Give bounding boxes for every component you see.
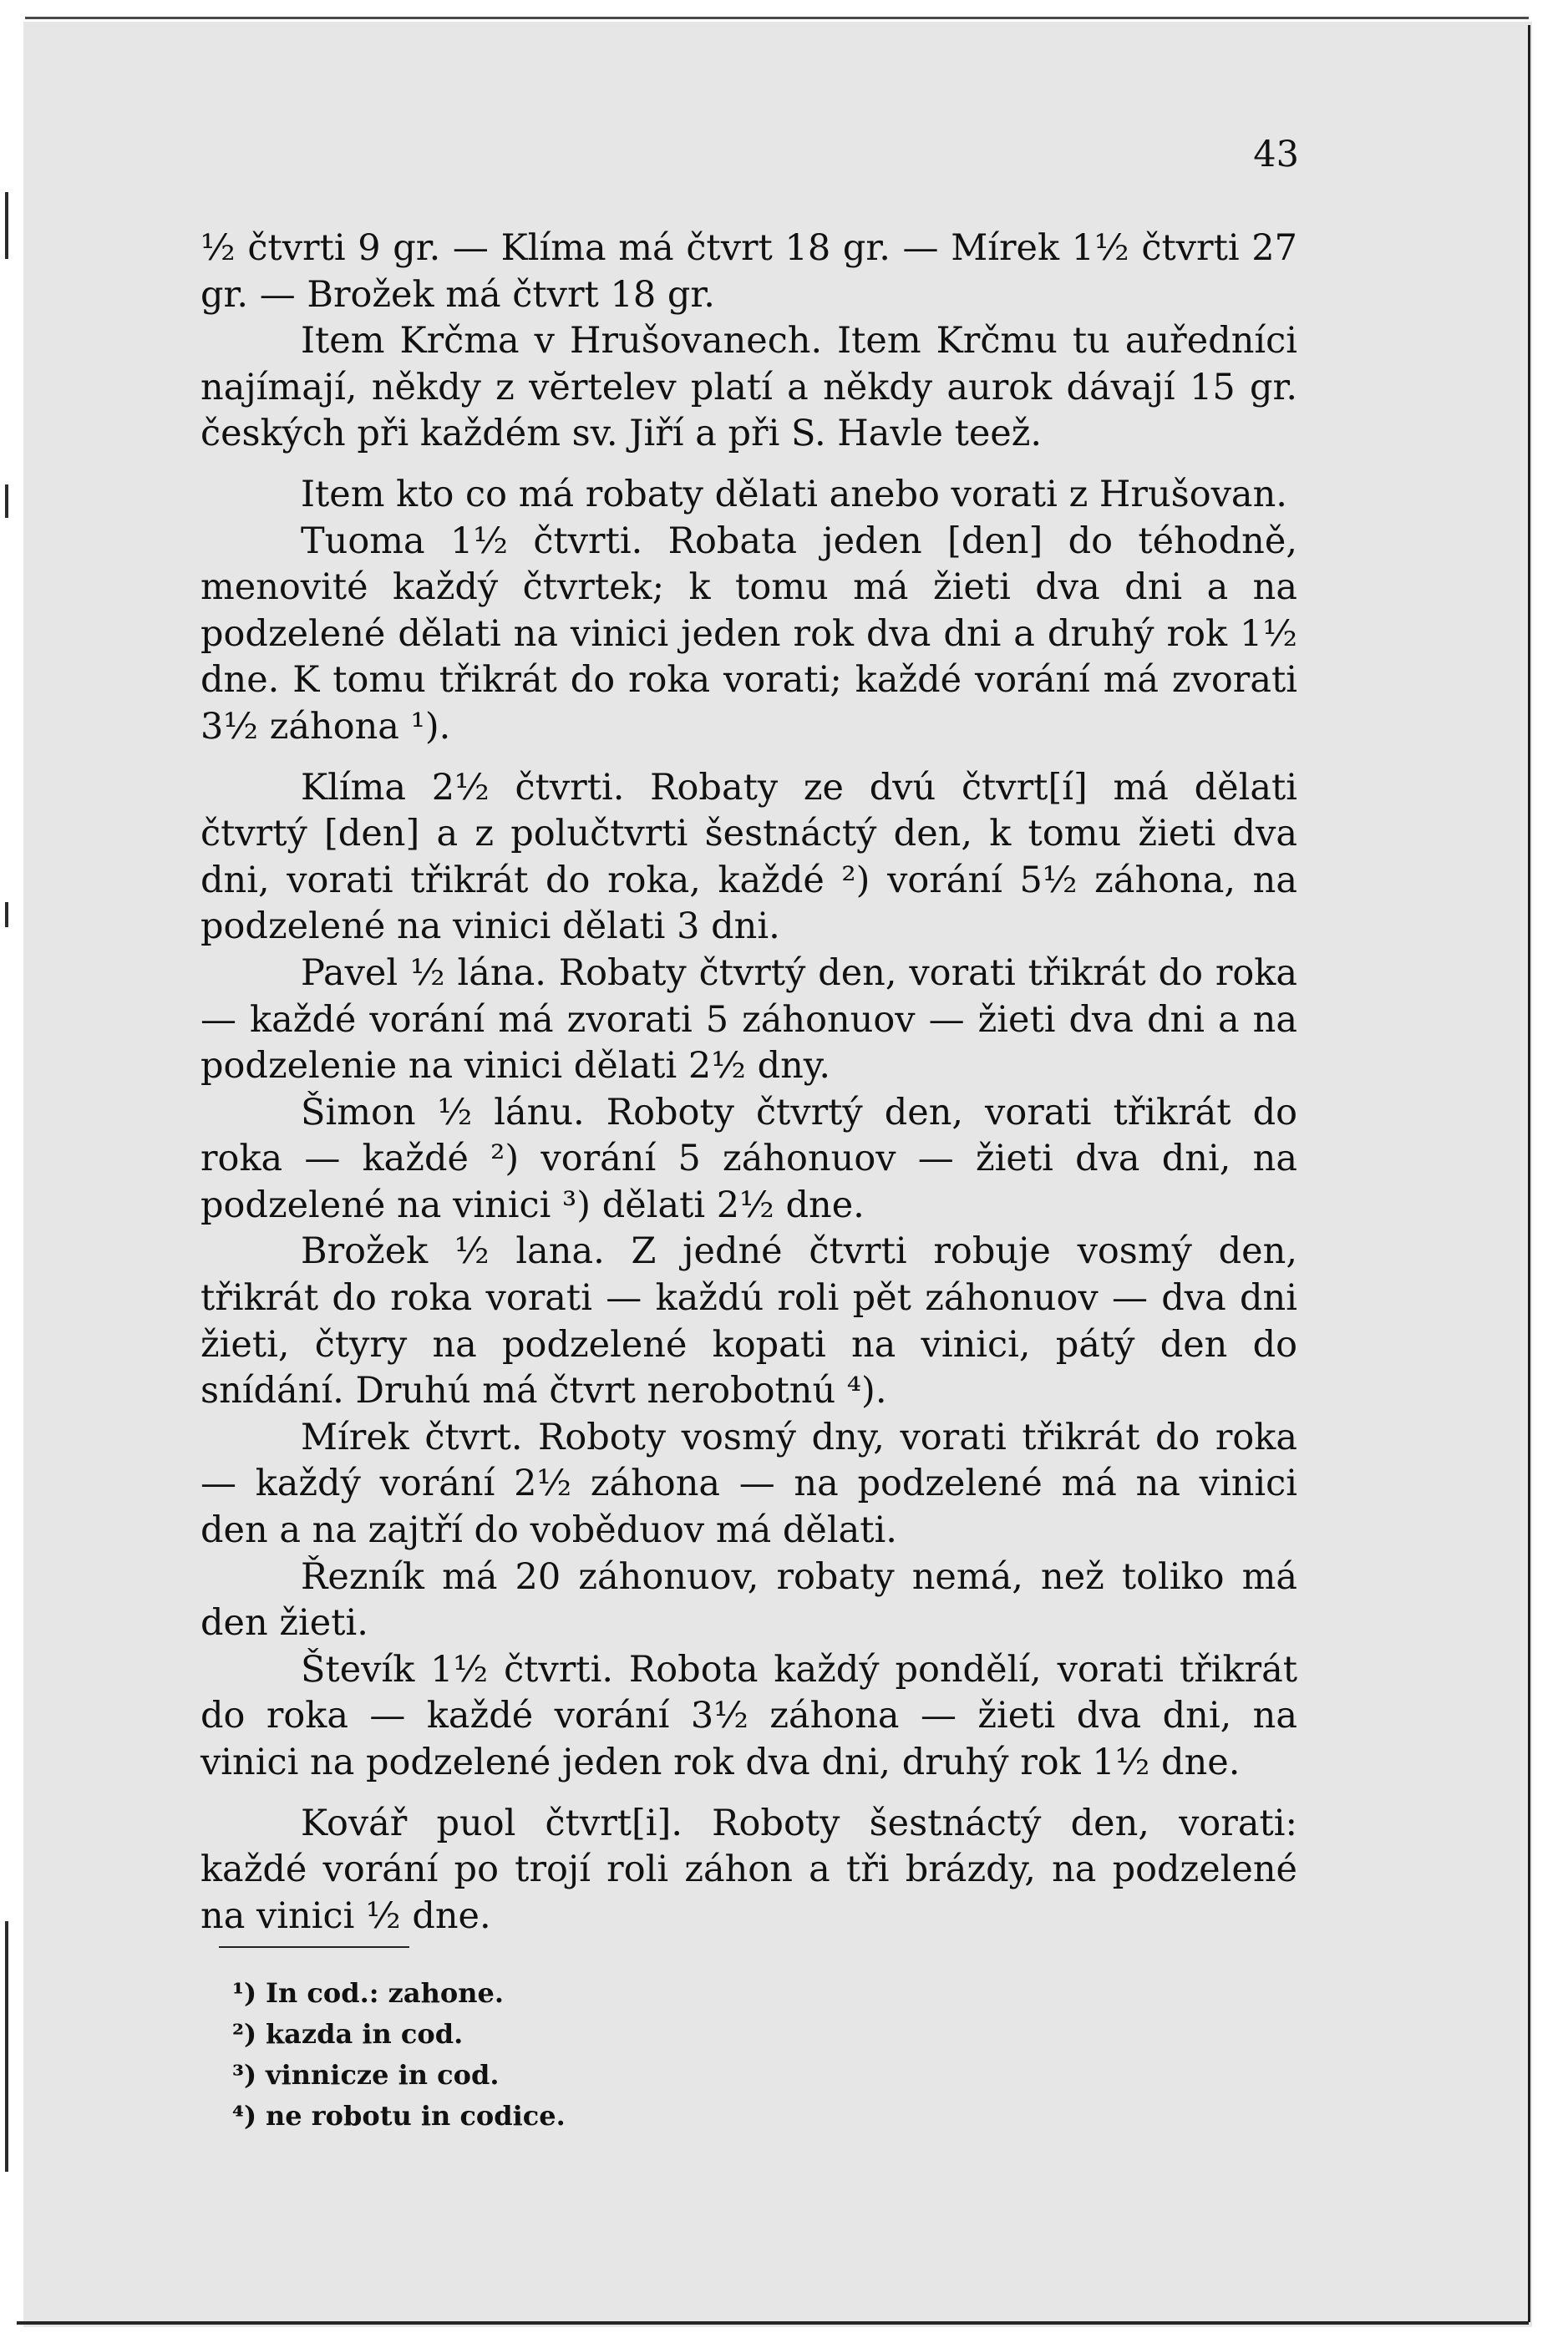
footnote-text: kazda in cod. [266,2018,464,2050]
footnote-mark: ²) [232,2018,257,2050]
paragraph: Kovář puol čtvrt[i]. Roboty šestnáctý den, vorati: každé vorání po trojí roli záhon a tři brázdy, na podzelené na vinici ½ dne. [200,1802,1297,1937]
paragraph: Pavel ½ lána. Robaty čtvrtý den, vorati třikrát do roka — každé vorání má zvorati 5 záhonuov — žieti dva dni a na podzelenie na vinici dělati 2½ dny. [200,951,1297,1088]
footnote-mark: ¹) [232,1977,257,2009]
scan-mark-left [5,1921,8,2172]
main-text [200,226,1297,1940]
paragraph: Řezník má 20 záhonuov, robaty nemá, než toliko má den žieti. [200,1555,1297,1645]
footnote-mark: ³) [232,2059,257,2091]
footnote-mark: ⁴) [232,2100,257,2132]
paragraph: Item Krčma v Hrušovanech. Item Krčmu tu auředníci najímají, někdy z vĕrtelev platí a někdy aurok dávají 15 gr. českých při každém sv. Jiří a při S. Havle teež. [200,320,1297,455]
paragraph: Klíma 2½ čtvrti. Robaty ze dvú čtvrt[í] má dělati čtvrtý [den] a z polučtvrti šestnáctý den, k tomu žieti dva dni, vorati třikrát do roka, každé ²) vorání 5½ záhona, na podzelené na vinici dělati 3 dni. [200,766,1297,948]
paragraph: Števík 1½ čtvrti. Robota každý pondělí, vorati třikrát do roka — každé vorání 3½ záhona — žieti dva dni, na vinici na podzelené jeden rok dva dni, druhý rok 1½ dne. [200,1648,1297,1783]
scan-margin-right [1532,0,1568,2348]
scan-edge-bottom [17,2321,1529,2325]
paragraph: Mírek čtvrt. Roboty vosmý dny, vorati třikrát do roka — každý vorání 2½ záhona — na podzelené má na vinici den a na zajtří do voběduov má dělati. [200,1416,1297,1552]
footnote-text: In cod.: zahone. [266,1977,504,2009]
scan-mark-left [5,484,8,518]
paragraph: Tuoma 1½ čtvrti. Robata jeden [den] do téhodně, menovité každý čtvrtek; k tomu má žieti dva dni a na podzelené dělati na vinici jeden rok dva dni a druhý rok 1½ dne. K tomu třikrát do roka vorati; každé vorání má zvorati 3½ záhona ¹). [200,520,1297,748]
footnote [232,2096,1017,2137]
page-number: 43 [1253,134,1299,175]
footnote-divider [219,1946,409,1948]
scan-edge-top [25,17,1529,19]
paragraph: Brožek ½ lana. Z jedné čtvrti robuje vosmý den, třikrát do roka vorati — každú roli pět záhonuov — dva dni žieti, čtyry na podzelené kopati na vinici, pátý den do snídání. Druhú má čtvrt nerobotnú ⁴). [200,1230,1297,1412]
footnotes [232,1973,1017,2137]
paragraph: ½ čtvrti 9 gr. — Klíma má čtvrt 18 gr. — Mírek 1½ čtvrti 27 gr. — Brožek má čtvrt 18 gr. [200,227,1297,316]
footnote-text: ne robotu in codice. [266,2100,566,2132]
scan-mark-left [5,902,8,927]
footnote-text: vinnicze in cod. [266,2059,500,2091]
scan-mark-left [5,192,8,259]
footnote [232,2014,1017,2055]
scan-edge-right [1528,25,1530,2322]
paragraph: Šimon ½ lánu. Roboty čtvrtý den, vorati třikrát do roka — každé ²) vorání 5 záhonuov — žieti dva dni, na podzelené na vinici ³) dělati 2½ dne. [200,1091,1297,1226]
paragraph: Item kto co má robaty dělati anebo vorati z Hrušovan. [301,473,1287,515]
footnote [232,2055,1017,2096]
footnote [232,1973,1017,2014]
